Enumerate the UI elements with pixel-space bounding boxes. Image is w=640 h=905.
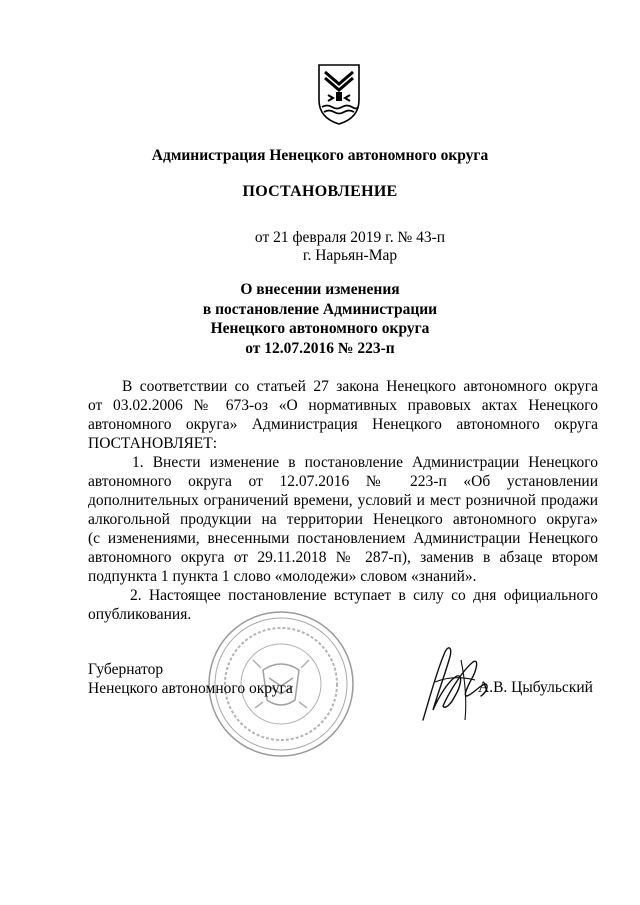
position-line: Ненецкого автономного округа xyxy=(88,680,293,697)
coat-of-arms-icon xyxy=(316,62,362,126)
subject-line: в постановление Администрации xyxy=(202,300,438,318)
date-and-number: от 21 февраля 2019 г. № 43-п xyxy=(254,229,446,246)
document-subject xyxy=(0,280,640,358)
position-line: Губернатор xyxy=(88,661,164,678)
organization-name: Администрация Ненецкого автономного округа xyxy=(151,147,489,164)
signatory-name: А.В. Цыбульский xyxy=(478,679,593,696)
signatory-position xyxy=(88,660,293,698)
document-type-title: ПОСТАНОВЛЕНИЕ xyxy=(242,183,398,200)
body-line: автономного округа» Администрация Ненецкого автономного округа xyxy=(88,416,598,433)
body-line: автономного округа от 29.11.2018 № 287-п), заменив в абзаце втором xyxy=(88,549,598,566)
body-line: опубликования. xyxy=(88,606,192,623)
body-line: дополнительных ограничений времени, условий и мест розничной продажи xyxy=(88,492,598,509)
subject-line: Ненецкого автономного округа xyxy=(210,320,430,337)
subject-line: от 12.07.2016 № 223-п xyxy=(245,339,395,357)
place-of-issue: г. Нарьян-Мар xyxy=(302,247,398,264)
body-line: автономного округа от 12.07.2016 № 223-п «Об установлении xyxy=(88,473,598,490)
document-body xyxy=(88,377,598,624)
subject-line: О внесении изменения xyxy=(240,281,400,298)
body-line: 2. Настоящее постановление вступает в силу со дня официального xyxy=(130,587,598,604)
body-line: ПОСТАНОВЛЯЕТ: xyxy=(88,435,218,452)
body-line: подпункта 1 пункта 1 слово «молодежи» словом «знаний». xyxy=(88,568,477,585)
preamble-paragraph xyxy=(88,377,598,453)
item-1-paragraph xyxy=(88,453,598,586)
body-line: В соответствии со статьей 27 закона Ненецкого автономного округа xyxy=(122,378,598,395)
body-line: от 03.02.2006 № 673-оз «О нормативных правовых актах Ненецкого xyxy=(88,397,598,414)
body-line: 1. Внести изменение в постановление Администрации Ненецкого xyxy=(132,454,598,471)
body-line: (с изменениями, внесенными постановлением Администрации Ненецкого xyxy=(88,530,598,547)
body-line: алкогольной продукции на территории Ненецкого автономного округа» xyxy=(88,511,598,528)
